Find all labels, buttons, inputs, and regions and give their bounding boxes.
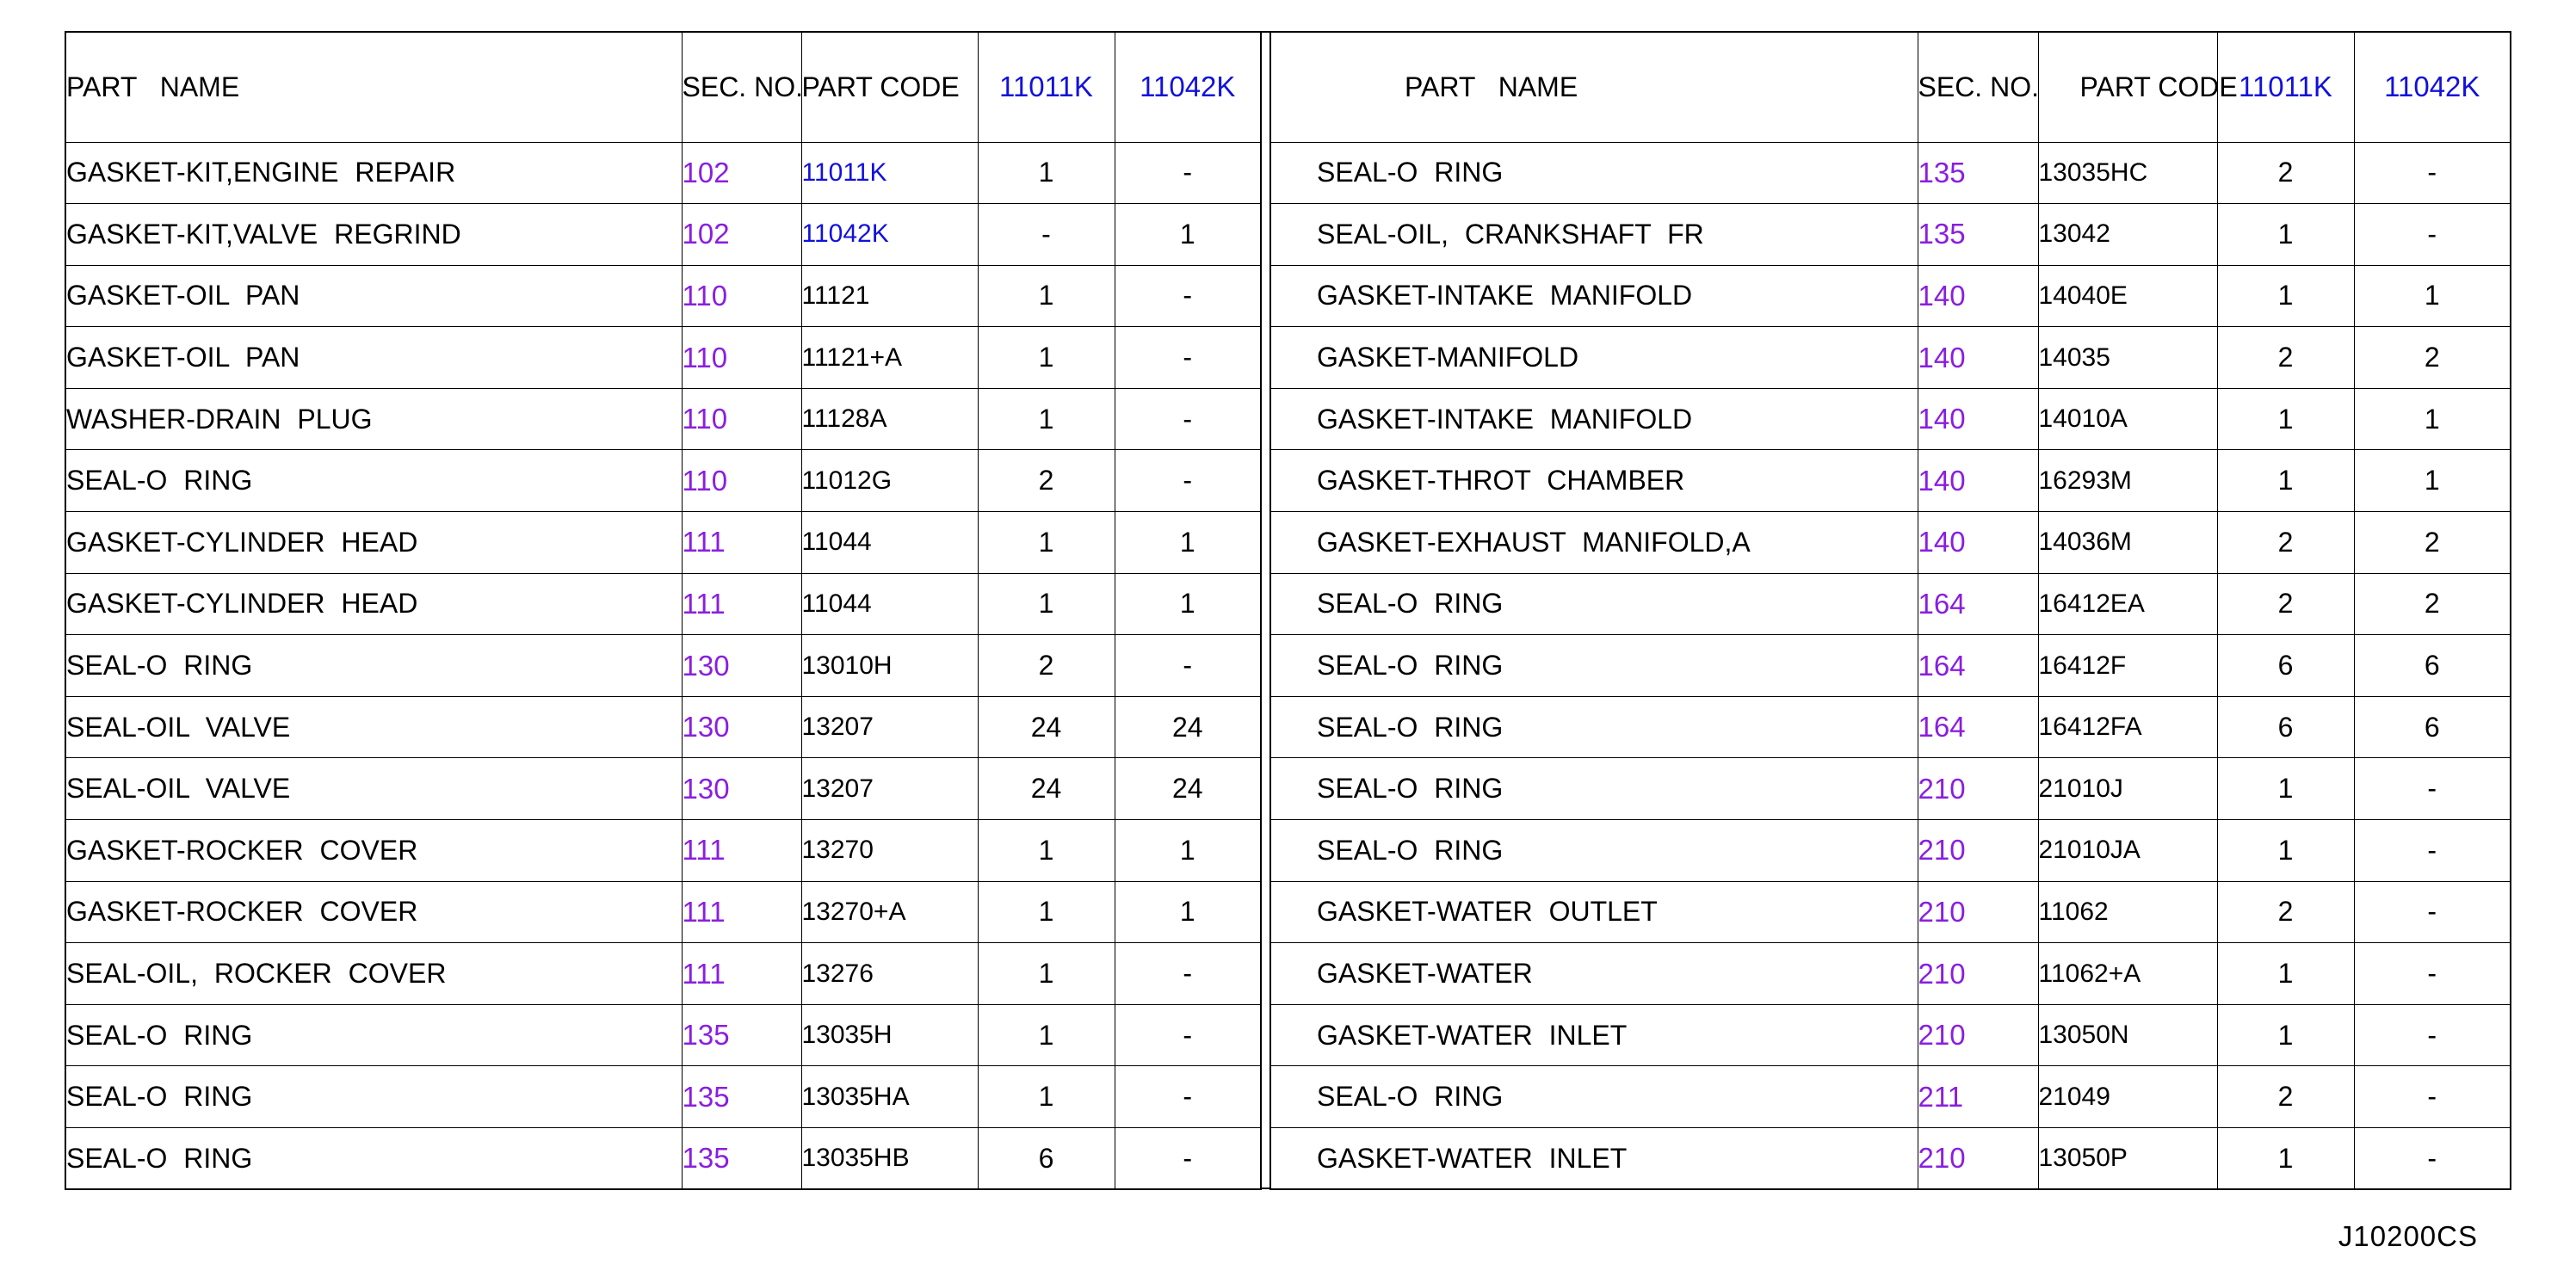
part-code-cell: 14040E	[2038, 265, 2217, 327]
qty-11042k-cell: 1	[2354, 265, 2511, 327]
sec-no-cell: 210	[1918, 758, 2038, 820]
qty-11042k-cell: 1	[2354, 388, 2511, 450]
part-code-cell: 11012G	[801, 450, 978, 512]
part-name-cell: GASKET-ROCKER COVER	[65, 820, 682, 882]
qty-11042k-cell: -	[1115, 388, 1261, 450]
sec-no-cell: 140	[1918, 265, 2038, 327]
qty-11011k-cell: 1	[978, 388, 1115, 450]
table-row	[65, 1066, 1261, 1128]
document-code: J10200CS	[2338, 1220, 2478, 1252]
sec-no-cell: 110	[682, 265, 801, 327]
qty-11042k-cell: -	[2354, 820, 2511, 882]
qty-11042k-cell: 2	[2354, 573, 2511, 635]
part-name-cell: SEAL-O RING	[1270, 696, 1918, 758]
part-name-cell: GASKET-KIT,ENGINE REPAIR	[65, 142, 682, 204]
table-row	[65, 881, 1261, 943]
sec-no-cell: 135	[1918, 204, 2038, 266]
table-row	[65, 635, 1261, 697]
part-code-cell: 11011K	[801, 142, 978, 204]
table-row	[1270, 635, 2511, 697]
qty-11042k-cell: -	[1115, 327, 1261, 389]
table-row	[65, 388, 1261, 450]
qty-11011k-cell: 1	[2217, 265, 2354, 327]
qty-11011k-cell: 1	[978, 1066, 1115, 1128]
part-name-cell: GASKET-EXHAUST MANIFOLD,A	[1270, 512, 1918, 574]
qty-11042k-cell: -	[1115, 265, 1261, 327]
qty-11042k-cell: 24	[1115, 758, 1261, 820]
header-part-name: PART NAME	[1270, 32, 1918, 142]
sec-no-cell: 111	[682, 512, 801, 574]
table-row	[65, 142, 1261, 204]
qty-11042k-cell: -	[1115, 1128, 1261, 1190]
part-name-cell: SEAL-O RING	[1270, 758, 1918, 820]
qty-11042k-cell: 1	[1115, 573, 1261, 635]
sec-no-cell: 210	[1918, 820, 2038, 882]
part-code-cell: 13270	[801, 820, 978, 882]
qty-11011k-cell: -	[978, 204, 1115, 266]
qty-11011k-cell: 2	[978, 635, 1115, 697]
part-name-cell: SEAL-O RING	[1270, 1066, 1918, 1128]
part-name-cell: SEAL-OIL, ROCKER COVER	[65, 943, 682, 1005]
table-row	[65, 758, 1261, 820]
part-code-cell: 13276	[801, 943, 978, 1005]
qty-11011k-cell: 24	[978, 696, 1115, 758]
sec-no-cell: 140	[1918, 327, 2038, 389]
sec-no-cell: 140	[1918, 388, 2038, 450]
sec-no-cell: 110	[682, 327, 801, 389]
part-code-cell: 21010J	[2038, 758, 2217, 820]
part-code-cell: 14010A	[2038, 388, 2217, 450]
sec-no-cell: 135	[682, 1128, 801, 1190]
qty-11011k-cell: 2	[2217, 881, 2354, 943]
qty-11011k-cell: 1	[978, 943, 1115, 1005]
table-row	[1270, 943, 2511, 1005]
qty-11011k-cell: 2	[978, 450, 1115, 512]
qty-11042k-cell: -	[2354, 1128, 2511, 1190]
table-row	[1270, 450, 2511, 512]
part-code-cell: 13035H	[801, 1004, 978, 1066]
header-kit-11011k: 11011K	[2217, 32, 2354, 142]
header-kit-11011k: 11011K	[978, 32, 1115, 142]
part-code-cell: 11042K	[801, 204, 978, 266]
part-code-cell: 14035	[2038, 327, 2217, 389]
sec-no-cell: 130	[682, 696, 801, 758]
part-name-cell: GASKET-MANIFOLD	[1270, 327, 1918, 389]
qty-11042k-cell: 1	[1115, 820, 1261, 882]
table-row	[1270, 758, 2511, 820]
part-code-cell: 16412FA	[2038, 696, 2217, 758]
table-row	[65, 1128, 1261, 1190]
parts-table-left	[65, 31, 1262, 1190]
part-code-cell: 11044	[801, 573, 978, 635]
qty-11042k-cell: 1	[1115, 881, 1261, 943]
table-row	[1270, 573, 2511, 635]
sec-no-cell: 111	[682, 820, 801, 882]
header-part-code: PART CODE	[2038, 32, 2217, 142]
part-name-cell: SEAL-O RING	[65, 1128, 682, 1190]
qty-11011k-cell: 6	[2217, 696, 2354, 758]
part-name-cell: SEAL-O RING	[1270, 820, 1918, 882]
part-name-cell: GASKET-WATER	[1270, 943, 1918, 1005]
part-name-cell: SEAL-O RING	[65, 1004, 682, 1066]
qty-11042k-cell: -	[1115, 1004, 1261, 1066]
sec-no-cell: 210	[1918, 881, 2038, 943]
part-name-cell: GASKET-OIL PAN	[65, 265, 682, 327]
part-name-cell: SEAL-O RING	[65, 635, 682, 697]
qty-11011k-cell: 1	[978, 327, 1115, 389]
qty-11042k-cell: -	[2354, 1004, 2511, 1066]
part-code-cell: 21049	[2038, 1066, 2217, 1128]
qty-11011k-cell: 1	[978, 142, 1115, 204]
part-code-cell: 13035HB	[801, 1128, 978, 1190]
part-name-cell: GASKET-WATER INLET	[1270, 1128, 1918, 1190]
qty-11042k-cell: 2	[2354, 327, 2511, 389]
qty-11042k-cell: -	[2354, 881, 2511, 943]
table-row	[1270, 820, 2511, 882]
part-name-cell: SEAL-O RING	[1270, 573, 1918, 635]
table-row	[1270, 881, 2511, 943]
header-kit-11042k: 11042K	[2354, 32, 2511, 142]
qty-11011k-cell: 1	[2217, 1004, 2354, 1066]
part-name-cell: GASKET-ROCKER COVER	[65, 881, 682, 943]
sec-no-cell: 210	[1918, 1004, 2038, 1066]
qty-11011k-cell: 1	[978, 512, 1115, 574]
part-code-cell: 11128A	[801, 388, 978, 450]
part-name-cell: GASKET-CYLINDER HEAD	[65, 573, 682, 635]
sec-no-cell: 140	[1918, 450, 2038, 512]
table-row	[1270, 204, 2511, 266]
sec-no-cell: 211	[1918, 1066, 2038, 1128]
table-row	[65, 204, 1261, 266]
table-row	[65, 1004, 1261, 1066]
qty-11042k-cell: -	[1115, 450, 1261, 512]
qty-11042k-cell: 1	[1115, 512, 1261, 574]
sec-no-cell: 164	[1918, 573, 2038, 635]
header-row	[65, 32, 1261, 142]
qty-11011k-cell: 1	[2217, 450, 2354, 512]
part-code-cell: 13042	[2038, 204, 2217, 266]
part-name-cell: GASKET-THROT CHAMBER	[1270, 450, 1918, 512]
table-row	[65, 512, 1261, 574]
table-divider	[1262, 31, 1269, 1189]
header-sec-no: SEC. NO.	[682, 32, 801, 142]
sec-no-cell: 111	[682, 573, 801, 635]
sec-no-cell: 110	[682, 450, 801, 512]
sec-no-cell: 130	[682, 635, 801, 697]
table-row	[65, 265, 1261, 327]
part-name-cell: SEAL-O RING	[1270, 142, 1918, 204]
part-code-cell: 21010JA	[2038, 820, 2217, 882]
part-name-cell: SEAL-OIL VALVE	[65, 758, 682, 820]
qty-11011k-cell: 1	[2217, 943, 2354, 1005]
sec-no-cell: 164	[1918, 635, 2038, 697]
qty-11011k-cell: 1	[978, 265, 1115, 327]
sec-no-cell: 135	[1918, 142, 2038, 204]
table-row	[1270, 1004, 2511, 1066]
qty-11042k-cell: -	[2354, 1066, 2511, 1128]
header-sec-no: SEC. NO.	[1918, 32, 2038, 142]
part-code-cell: 13207	[801, 758, 978, 820]
table-row	[1270, 265, 2511, 327]
sec-no-cell: 130	[682, 758, 801, 820]
table-row	[1270, 1128, 2511, 1190]
qty-11011k-cell: 1	[2217, 820, 2354, 882]
sec-no-cell: 110	[682, 388, 801, 450]
qty-11042k-cell: -	[2354, 943, 2511, 1005]
table-row	[65, 573, 1261, 635]
qty-11011k-cell: 2	[2217, 327, 2354, 389]
part-name-cell: WASHER-DRAIN PLUG	[65, 388, 682, 450]
qty-11011k-cell: 1	[2217, 204, 2354, 266]
part-code-cell: 13270+A	[801, 881, 978, 943]
qty-11011k-cell: 6	[978, 1128, 1115, 1190]
sec-no-cell: 111	[682, 881, 801, 943]
table-row	[65, 696, 1261, 758]
part-name-cell: SEAL-O RING	[65, 1066, 682, 1128]
sec-no-cell: 111	[682, 943, 801, 1005]
table-row	[1270, 142, 2511, 204]
qty-11011k-cell: 2	[2217, 573, 2354, 635]
qty-11011k-cell: 6	[2217, 635, 2354, 697]
part-code-cell: 11062	[2038, 881, 2217, 943]
header-part-code: PART CODE	[801, 32, 978, 142]
part-code-cell: 14036M	[2038, 512, 2217, 574]
part-code-cell: 11062+A	[2038, 943, 2217, 1005]
part-code-cell: 13035HC	[2038, 142, 2217, 204]
qty-11011k-cell: 1	[978, 573, 1115, 635]
part-name-cell: GASKET-OIL PAN	[65, 327, 682, 389]
table-row	[1270, 512, 2511, 574]
qty-11011k-cell: 2	[2217, 512, 2354, 574]
part-name-cell: SEAL-OIL, CRANKSHAFT FR	[1270, 204, 1918, 266]
part-name-cell: GASKET-CYLINDER HEAD	[65, 512, 682, 574]
qty-11042k-cell: -	[1115, 142, 1261, 204]
qty-11011k-cell: 1	[2217, 1128, 2354, 1190]
part-code-cell: 11121+A	[801, 327, 978, 389]
part-code-cell: 16412EA	[2038, 573, 2217, 635]
table-row	[1270, 1066, 2511, 1128]
table-row	[65, 327, 1261, 389]
qty-11042k-cell: 6	[2354, 635, 2511, 697]
header-part-name: PART NAME	[65, 32, 682, 142]
part-name-cell: GASKET-WATER INLET	[1270, 1004, 1918, 1066]
qty-11042k-cell: -	[2354, 142, 2511, 204]
qty-11042k-cell: -	[1115, 943, 1261, 1005]
qty-11042k-cell: 1	[1115, 204, 1261, 266]
table-row	[65, 943, 1261, 1005]
part-code-cell: 13010H	[801, 635, 978, 697]
part-name-cell: SEAL-O RING	[1270, 635, 1918, 697]
qty-11011k-cell: 1	[2217, 758, 2354, 820]
part-code-cell: 13035HA	[801, 1066, 978, 1128]
sec-no-cell: 164	[1918, 696, 2038, 758]
part-code-cell: 16293M	[2038, 450, 2217, 512]
part-code-cell: 13050N	[2038, 1004, 2217, 1066]
part-name-cell: GASKET-INTAKE MANIFOLD	[1270, 265, 1918, 327]
header-row	[1270, 32, 2511, 142]
table-row	[65, 450, 1261, 512]
part-code-cell: 11121	[801, 265, 978, 327]
qty-11042k-cell: 1	[2354, 450, 2511, 512]
qty-11042k-cell: -	[2354, 758, 2511, 820]
qty-11011k-cell: 24	[978, 758, 1115, 820]
sec-no-cell: 135	[682, 1004, 801, 1066]
table-row	[1270, 327, 2511, 389]
qty-11011k-cell: 1	[978, 820, 1115, 882]
sec-no-cell: 102	[682, 204, 801, 266]
part-name-cell: SEAL-OIL VALVE	[65, 696, 682, 758]
header-kit-11042k: 11042K	[1115, 32, 1261, 142]
qty-11042k-cell: -	[1115, 1066, 1261, 1128]
part-code-cell: 13050P	[2038, 1128, 2217, 1190]
table-row	[1270, 696, 2511, 758]
qty-11042k-cell: -	[2354, 204, 2511, 266]
qty-11011k-cell: 1	[978, 1004, 1115, 1066]
qty-11042k-cell: 6	[2354, 696, 2511, 758]
qty-11011k-cell: 2	[2217, 1066, 2354, 1128]
part-code-cell: 13207	[801, 696, 978, 758]
sec-no-cell: 102	[682, 142, 801, 204]
qty-11011k-cell: 1	[978, 881, 1115, 943]
part-code-cell: 11044	[801, 512, 978, 574]
qty-11011k-cell: 1	[2217, 388, 2354, 450]
sec-no-cell: 135	[682, 1066, 801, 1128]
qty-11042k-cell: 2	[2354, 512, 2511, 574]
sec-no-cell: 210	[1918, 943, 2038, 1005]
table-row	[1270, 388, 2511, 450]
part-name-cell: SEAL-O RING	[65, 450, 682, 512]
sec-no-cell: 210	[1918, 1128, 2038, 1190]
sec-no-cell: 140	[1918, 512, 2038, 574]
parts-table-right	[1269, 31, 2511, 1190]
part-name-cell: GASKET-WATER OUTLET	[1270, 881, 1918, 943]
qty-11042k-cell: -	[1115, 635, 1261, 697]
part-code-cell: 16412F	[2038, 635, 2217, 697]
qty-11011k-cell: 2	[2217, 142, 2354, 204]
table-row	[65, 820, 1261, 882]
part-name-cell: GASKET-KIT,VALVE REGRIND	[65, 204, 682, 266]
qty-11042k-cell: 24	[1115, 696, 1261, 758]
part-name-cell: GASKET-INTAKE MANIFOLD	[1270, 388, 1918, 450]
parts-sheet	[65, 31, 2511, 1189]
